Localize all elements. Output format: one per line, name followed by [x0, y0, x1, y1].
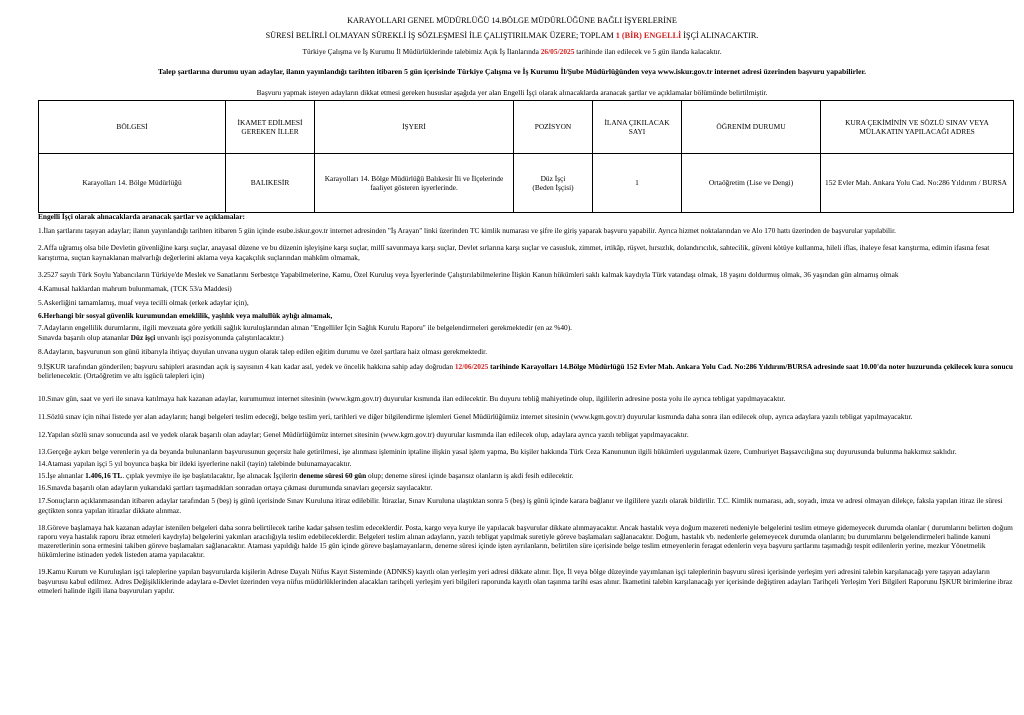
cell-isyeri: Karayolları 14. Bölge Müdürlüğü Balıkesir İli ve İlçelerinde faaliyet gösteren işyerlerinde.: [315, 154, 514, 213]
requirement-5: 5.Askerliğini tamamlamış, muaf veya tecilli olmak (erkek adaylar için),: [38, 298, 249, 308]
requirement-9: [38, 362, 1014, 380]
requirement-7-note-a: Sınavda başarılı olup atananlar: [38, 332, 131, 342]
requirements-title: Engelli İşçi olarak alınacaklarda aranacak şartlar ve açıklamalar:: [38, 212, 245, 221]
header-line-3-end: tarihinde ilan edilecek ve 5 gün ilanda kalacaktır.: [574, 47, 722, 56]
cell-pozisyon: Düz İşçi (Beden İşçisi): [514, 154, 593, 213]
requirement-7-note-bold: Düz işçi: [130, 332, 156, 342]
requirement-1: 1.İlan şartlarını taşıyan adaylar; ilanın yayınlandığı tarihten itibaren 5 gün içinde esube.iskur.gov.tr internet adresinden "İş Arayan" linki üzerinden TC kimlik numarası ve şifre ile giriş yaparak başvuru yapabilir. Ayrıca hizmet noktalarından ve Alo 170 hattı üzerinden de başvurular yapılabilir.: [38, 226, 896, 236]
col-isyeri: İŞYERİ: [315, 101, 514, 154]
requirement-15-b: . çıplak yevmiye ile işe başlatılacaktır, İşe alınacak İşçilerin: [122, 471, 300, 481]
cell-bolge: Karayolları 14. Bölge Müdürlüğü: [39, 154, 226, 213]
application-info: Başvuru yapmak isteyen adayların dikkat etmesi gereken hususlar aşağıda yer alan Engelli İşçi olarak alınacaklarda aranacak şartlar ve açıklamalar bölümünde belirtilmiştir.: [256, 88, 768, 97]
requirement-2: 2.Affa uğramış olsa bile Devletin güvenliğine karşı suçlar, anayasal düzene ve bu düzenin işleyişine karşı suçlar, millî savunmaya karşı suçlar, Devlet sırlarına karşı suçlar ve casusluk, zimmet, irtikâp, rüşvet, hırsızlık, dolandırıcılık, sahtecilik, güveni kötüye kullanma, hileli iflas, ihaleye fesat karıştırma, edimin ifasına fesat karıştırma, suçtan kaynaklanan malvarlığı değerlerini aklama veya kaçakçılık suçlarından mahkûm olmamak,: [38, 243, 990, 262]
requirement-13: 13.Gerçeğe aykırı belge verenlerin ya da beyanda bulunanların başvurusunun geçersiz hale getirilmesi, işe alınması işleminin iptaline ilişkin yasal işlem yapma, Bu kişiler hakkında Türk Ceza Kanununun ilgili hükümleri uygulanmak üzere, Cumhuriyet Başsavcılığına suç duyurusunda bulunma hakkımız saklıdır.: [38, 446, 957, 456]
lottery-date: 12/06/2025: [454, 361, 489, 371]
header-line-3-text: Türkiye Çalışma ve İş Kurumu İl Müdürlüklerinde talebimiz Açık İş İlanlarında: [302, 47, 541, 56]
table-header-row: [39, 101, 1014, 154]
col-iller: İKAMET EDİLMESİ GEREKEN İLLER: [226, 101, 315, 154]
requirement-15-c: olup; deneme süresi içinde başarısız olanların iş akdi fesih edilecektir.: [366, 471, 574, 481]
table-row: [39, 154, 1014, 213]
requirement-9-a: 9.İŞKUR tarafından gönderilen; başvuru sahipleri arasından açık iş sayısının 4 katı kadar asıl, yedek ve öncelik hakkına sahip aday doğrudan: [38, 361, 455, 371]
header-line-2-end: İŞÇİ ALINACAKTIR.: [681, 31, 759, 40]
col-adres: KURA ÇEKİMİNİN VE SÖZLÜ SINAV VEYA MÜLAKATIN YAPILACAĞI ADRES: [821, 101, 1014, 154]
position-table: [38, 100, 1014, 213]
header-line-2-text: SÜRESİ BELİRLİ OLMAYAN SÜREKLİ İŞ SÖZLEŞMESİ İLE ÇALIŞTIRILMAK ÜZERE; TOPLAM: [265, 31, 616, 40]
col-pozisyon: POZİSYON: [514, 101, 593, 154]
cell-sayi: 1: [593, 154, 682, 213]
requirement-12: 12.Yapılan sözlü sınav sonucunda asıl ve yedek olarak başarılı olan adaylar; Genel Müdürlüğümüz internet sitesinin (www.kgm.gov.tr) duyurular kısmında ilan edilecek olup, adaylara ayrıca yazılı tebligat yapılmayacaktır.: [38, 429, 689, 439]
header-line-1: KARAYOLLARI GENEL MÜDÜRLÜĞÜ 14.BÖLGE MÜDÜRLÜĞÜNE BAĞLI İŞYERLERİNE: [347, 16, 677, 25]
requirement-3: 3.2527 sayılı Türk Soylu Yabancıların Türkiye'de Meslek ve Sanatlarını Serbestçe Yapabilmelerine, Kamu, Özel Kuruluş veya İşyerlerinde Çalıştırılabilmelerine İlişkin Kanun hükümleri saklı kalmak kaydıyla Türk vatandaşı olmak, 18 yaşını doldurmuş olmak, 36 yaşından gün almamış olmak: [38, 269, 899, 279]
requirement-4: 4.Kamusal haklardan mahrum bulunmamak, (TCK 53/a Maddesi): [38, 283, 232, 293]
requirement-7-note-b: unvanlı işçi pozisyonunda çalıştırılacaktır.): [155, 332, 284, 342]
daily-wage: 1.406,16 TL: [85, 471, 123, 481]
probation-period: deneme süresi 60 gün: [299, 471, 367, 481]
announce-date: 26/05/2025: [540, 47, 575, 56]
requirement-7: 7.Adayların engellilik durumlarını, ilgili mevzuata göre yetkili sağlık kuruluşlarından alınan "Engelliler İçin Sağlık Kurulu Raporu" ile belgelendirmeleri gerekmektedir (en az %40).: [38, 323, 572, 333]
requirement-9-b: belirlenecektir. (Ortaöğretim ve altı işgücü talepleri için): [38, 371, 205, 381]
cell-adres: 152 Evler Mah. Ankara Yolu Cad. No:286 Yıldırım / BURSA: [821, 154, 1014, 213]
requirement-6: 6.Herhangi bir sosyal güvenlik kurumundan emeklilik, yaşlılık veya malullük aylığı almamak,: [38, 311, 333, 321]
col-sayi: İLANA ÇIKILACAK SAYI: [593, 101, 682, 154]
requirement-9-bold: tarihinde Karayolları 14.Bölge Müdürlüğü 152 Evler Mah. Ankara Yolu Cad. No:286 Yıldırım/BURSA adresinde saat 10.00'da noter huzurunda çekilecek kura sonucu: [488, 361, 1013, 371]
header-line-2: [0, 31, 1024, 41]
application-notice: Talep şartlarına durumu uyan adaylar, ilanın yayınlandığı tarihten itibaren 5 gün içerisinde Türkiye Çalışma ve İş Kurumu İl/Şube Müdürlüğünden veya www.iskur.gov.tr internet adresi üzerinden başvuru yapabilirler.: [157, 67, 867, 76]
requirement-10: 10.Sınav gün, saat ve yeri ile sınava katılmaya hak kazanan adaylar, kurumumuz internet sitesinin (www.kgm.gov.tr) duyurular kısmında ilan edilecektir. Bu duyuru tebliğ mahiyetinde olup, ilgililerin adresine posta yolu ile ayrıca tebligat yapılmayacaktır.: [38, 394, 786, 404]
col-ogrenim: ÖĞRENİM DURUMU: [682, 101, 821, 154]
requirement-11: 11.Sözlü sınav için nihai listede yer alan adayların; hangi belgeleri teslim edeceği, belge teslim yeri, tarihleri ve diğer bilgilendirme işlemleri Genel Müdürlüğümüz internet sitesinin (www.kgm.gov.tr) duyurular kısmında daha sonra ilan edilecek olup, ayrıca adaylara yazılı tebligat yapılmayacaktır.: [38, 412, 913, 422]
requirement-17: 17.Sonuçların açıklanmasından itibaren adaylar tarafından 5 (beş) iş günü içerisinde Sınav Kuruluna itiraz edilebilir. İtirazlar, Sınav Kuruluna ulaştıktan sonra 5 (beş) iş günü içinde karara bağlanır ve ilgililere yazılı olarak bildirilir. T.C. Kimlik numarası, adı, soyadı, imza ve adresi olmayan dilekçe, faksla yapılan itiraz ile süresi geçtikten sonra yapılan itirazlar dikkate alınmaz.: [38, 496, 1003, 515]
col-bolge: BÖLGESİ: [39, 101, 226, 154]
requirement-14: 14.Ataması yapılan işçi 5 yıl boyunca başka bir ildeki işyerlerine nakil (tayin) talebinde bulunamayacaktır.: [38, 458, 352, 468]
requirement-16: 16.Sınavda başarılı olan adayların yukarıdaki şartları taşımadıkları sonradan ortaya çıkması durumunda sınavları geçersiz sayılacaktır.: [38, 483, 433, 493]
requirement-15-a: 15.İşe alınanlar: [38, 471, 86, 481]
requirement-15: [38, 471, 1014, 480]
requirement-19: 19.Kamu Kurum ve Kuruluşları işçi taleplerine yapılan başvurularda kişilerin Adrese Dayalı Nüfus Kayıt Sisteminde (ADNKS) kayıtlı olan yerleşim yeri adresi dikkate alınır. İlçe, İl veya bölge düzeyinde yayımlanan işçi taleplerinin başvuru süresi içerisinde yerleşim yeri adresini talebin karşılanacağı yere taşıyan adayların başvurusu kabul edilmez. Adres Değişikliklerinde adaylara e-Devlet üzerinden veya nüfus müdürlüklerinden alacakları tarihçeli yerleşim yeri bilgileri raporunda kayıtlı olan taşınma tarihi esas alınır. İkametini talebin karşılanacağı yer içerisinde değiştiren adayları Tarihçeli Yerleşim Yeri Bilgileri Raporunu İŞKUR birimlerine ibraz etmeleri halinde ilgili ilana başvuruları yapılır.: [38, 567, 1013, 595]
requirement-18: 18.Göreve başlamaya hak kazanan adaylar istenilen belgeleri daha sonra belirtilecek tarihe kadar şahsen teslim edeceklerdir. Posta, kargo veya kurye ile yapılacak başvurular dikkate alınmayacaktır. Ancak hastalık veya doğum mazereti nedeniyle belgelerini teslim etmeye gidemeyecek durumda olanlar ( durumlarını belirten doğum raporu veya hastalık raporu ibraz etmeleri kaydıyla) belgelerini yakınları aracılığıyla teslim edebileceklerdir. Belgeleri teslim alınan adayların, yazılı tebligat yapılmak suretiyle göreve başlamaları sağlanacaktır. Doğum, hastalık vb. nedenlerle gelemeyecek durumda olanların; bu durumlarını belgelendirmeleri halinde kanuni mazeretlerinin sona ermesini takiben göreve başlamaları sağlanacaktır. Ataması yapıldığı halde 15 gün içinde göreve başlamayanların, deneme süresi içinde işten ayrılanların, belirtilen süre içerisinde belge teslim etmeyenlerin feragat edenlerin veya başvuru şartlarını taşımadığı tespit edilenlerin yerine, mezkur Yönetmelik hükümlerine istinaden yedek listeden atama yapılacaktır.: [38, 522, 1013, 560]
requirement-8: 8.Adayların, başvurunun son günü itibarıyla ihtiyaç duyulan unvana uygun olarak talep edilen eğitim durumu ve özel şartlara haiz olması gerekmektedir.: [38, 346, 488, 356]
requirement-7-note: [38, 333, 1014, 342]
cell-ogrenim: Ortaöğretim (Lise ve Dengi): [682, 154, 821, 213]
cell-il: BALIKESİR: [226, 154, 315, 213]
requirements-section: [38, 212, 1014, 595]
header-line-2-count: 1 (BİR) ENGELLİ: [615, 31, 682, 40]
header-line-3: [0, 47, 1024, 56]
